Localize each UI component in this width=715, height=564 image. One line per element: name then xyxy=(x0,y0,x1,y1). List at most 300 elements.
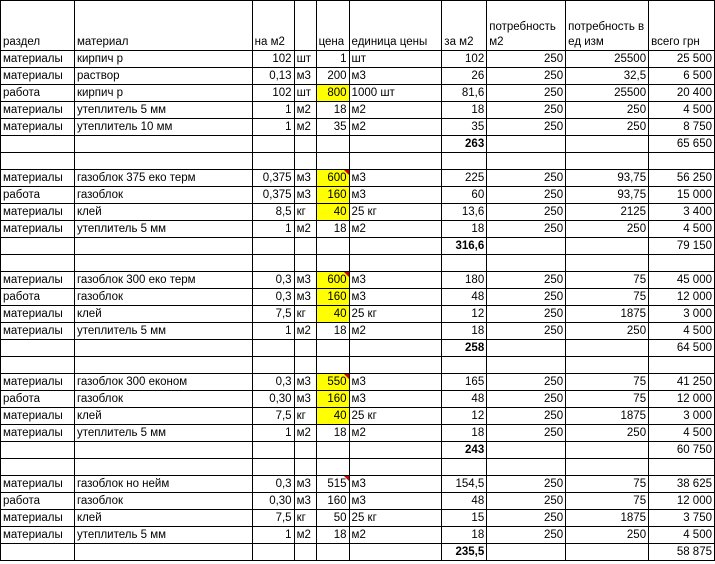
cell-section[interactable]: материалы xyxy=(1,306,75,323)
cell-unit[interactable]: м3 xyxy=(294,391,316,408)
header-cell-material[interactable]: материал xyxy=(74,1,252,51)
cell-material[interactable] xyxy=(74,544,252,561)
cell-need-units[interactable]: 75 xyxy=(566,289,649,306)
cell-per-m2[interactable] xyxy=(252,442,294,459)
cell-need-m2[interactable]: 250 xyxy=(487,510,566,527)
cell-need-m2[interactable]: 250 xyxy=(487,187,566,204)
header-cell-cost-per-m2[interactable]: за м2 xyxy=(442,1,487,51)
cell-section[interactable]: материалы xyxy=(1,476,75,493)
cell-per-m2[interactable] xyxy=(252,153,294,170)
cell-total[interactable] xyxy=(649,459,715,476)
cell-price-unit[interactable]: м2 xyxy=(349,119,442,136)
cell-cost-per-m2[interactable]: 12 xyxy=(442,306,487,323)
cell-cost-per-m2[interactable] xyxy=(442,255,487,272)
cell-need-m2[interactable]: 250 xyxy=(487,527,566,544)
cell-unit[interactable]: м2 xyxy=(294,119,316,136)
cell-need-units[interactable]: 250 xyxy=(566,102,649,119)
cell-cost-per-m2[interactable]: 154,5 xyxy=(442,476,487,493)
cell-cost-per-m2[interactable]: 60 xyxy=(442,187,487,204)
cell-need-units[interactable]: 250 xyxy=(566,425,649,442)
cell-cost-per-m2[interactable]: 12 xyxy=(442,408,487,425)
cell-unit[interactable]: м2 xyxy=(294,102,316,119)
cell-cost-per-m2[interactable]: 18 xyxy=(442,221,487,238)
cell-per-m2[interactable]: 0,3 xyxy=(252,476,294,493)
cell-unit[interactable]: м3 xyxy=(294,170,316,187)
cell-price-unit[interactable]: 25 кг xyxy=(349,408,442,425)
cell-price-unit[interactable]: м2 xyxy=(349,527,442,544)
cell-need-units[interactable]: 250 xyxy=(566,119,649,136)
cell-price[interactable] xyxy=(316,238,349,255)
cell-total[interactable]: 15 000 xyxy=(649,187,715,204)
cell-need-units[interactable]: 250 xyxy=(566,527,649,544)
cell-need-m2[interactable] xyxy=(487,459,566,476)
cell-total[interactable]: 60 750 xyxy=(649,442,715,459)
cell-per-m2[interactable]: 1 xyxy=(252,323,294,340)
cell-section[interactable]: материалы xyxy=(1,170,75,187)
cell-unit[interactable]: м2 xyxy=(294,527,316,544)
cell-material[interactable]: утеплитель 5 мм xyxy=(74,527,252,544)
cell-need-m2[interactable]: 250 xyxy=(487,85,566,102)
cell-per-m2[interactable]: 1 xyxy=(252,221,294,238)
cell-price-unit[interactable]: 25 кг xyxy=(349,204,442,221)
cell-price[interactable] xyxy=(316,442,349,459)
cell-cost-per-m2[interactable]: 18 xyxy=(442,102,487,119)
cell-price[interactable]: 600 xyxy=(316,272,349,289)
cell-price-unit[interactable]: м3 xyxy=(349,289,442,306)
cell-need-units[interactable]: 75 xyxy=(566,493,649,510)
cell-per-m2[interactable]: 7,5 xyxy=(252,510,294,527)
cell-material[interactable]: клей xyxy=(74,510,252,527)
cell-price[interactable]: 40 xyxy=(316,408,349,425)
cell-need-m2[interactable]: 250 xyxy=(487,68,566,85)
cell-material[interactable]: раствор xyxy=(74,68,252,85)
cell-material[interactable]: газоблок 300 еко терм xyxy=(74,272,252,289)
cell-total[interactable]: 56 250 xyxy=(649,170,715,187)
cell-per-m2[interactable]: 102 xyxy=(252,85,294,102)
cell-need-units[interactable]: 1875 xyxy=(566,510,649,527)
cell-price[interactable] xyxy=(316,340,349,357)
cell-total[interactable]: 25 500 xyxy=(649,51,715,68)
cell-material[interactable]: газоблок xyxy=(74,289,252,306)
cell-per-m2[interactable] xyxy=(252,238,294,255)
cell-price-unit[interactable]: м3 xyxy=(349,391,442,408)
cell-material[interactable] xyxy=(74,136,252,153)
cell-material[interactable]: утеплитель 10 мм xyxy=(74,119,252,136)
cell-need-units[interactable] xyxy=(566,459,649,476)
cell-cost-per-m2[interactable]: 48 xyxy=(442,493,487,510)
cell-price[interactable] xyxy=(316,153,349,170)
cell-need-m2[interactable]: 250 xyxy=(487,51,566,68)
cell-price-unit[interactable]: м2 xyxy=(349,425,442,442)
cell-price[interactable]: 800 xyxy=(316,85,349,102)
cell-need-units[interactable] xyxy=(566,442,649,459)
cell-total[interactable]: 58 875 xyxy=(649,544,715,561)
cell-cost-per-m2[interactable]: 263 xyxy=(442,136,487,153)
cell-total[interactable] xyxy=(649,357,715,374)
cell-per-m2[interactable]: 0,3 xyxy=(252,272,294,289)
cell-need-m2[interactable]: 250 xyxy=(487,102,566,119)
cell-need-m2[interactable] xyxy=(487,357,566,374)
cell-need-units[interactable]: 250 xyxy=(566,323,649,340)
cell-need-m2[interactable] xyxy=(487,238,566,255)
header-cell-per-m2[interactable]: на м2 xyxy=(252,1,294,51)
cell-section[interactable]: работа xyxy=(1,187,75,204)
cell-price-unit[interactable]: м3 xyxy=(349,170,442,187)
cell-price-unit[interactable]: м3 xyxy=(349,187,442,204)
cell-section[interactable]: материалы xyxy=(1,119,75,136)
cell-per-m2[interactable]: 7,5 xyxy=(252,408,294,425)
cell-cost-per-m2[interactable]: 180 xyxy=(442,272,487,289)
cell-total[interactable] xyxy=(649,153,715,170)
header-cell-price-unit[interactable]: единица цены xyxy=(349,1,442,51)
cell-material[interactable]: кирпич р xyxy=(74,51,252,68)
cell-cost-per-m2[interactable]: 165 xyxy=(442,374,487,391)
cell-section[interactable]: материалы xyxy=(1,204,75,221)
cell-material[interactable]: утеплитель 5 мм xyxy=(74,102,252,119)
cell-need-units[interactable]: 32,5 xyxy=(566,68,649,85)
cell-price[interactable]: 18 xyxy=(316,102,349,119)
cell-per-m2[interactable] xyxy=(252,340,294,357)
cell-need-m2[interactable]: 250 xyxy=(487,204,566,221)
cell-price-unit[interactable]: м2 xyxy=(349,221,442,238)
header-cell-total[interactable]: всего грн xyxy=(649,1,715,51)
cell-need-m2[interactable]: 250 xyxy=(487,476,566,493)
cell-section[interactable]: работа xyxy=(1,493,75,510)
cell-section[interactable] xyxy=(1,459,75,476)
cell-price-unit[interactable] xyxy=(349,357,442,374)
cell-material[interactable]: утеплитель 5 мм xyxy=(74,425,252,442)
cell-material[interactable] xyxy=(74,255,252,272)
cell-need-m2[interactable] xyxy=(487,255,566,272)
cell-per-m2[interactable]: 1 xyxy=(252,119,294,136)
cell-unit[interactable]: м2 xyxy=(294,221,316,238)
cell-price[interactable]: 515 xyxy=(316,476,349,493)
cell-per-m2[interactable]: 102 xyxy=(252,51,294,68)
cell-price-unit[interactable]: 1000 шт xyxy=(349,85,442,102)
cell-per-m2[interactable]: 7,5 xyxy=(252,306,294,323)
cell-unit[interactable]: шт xyxy=(294,51,316,68)
cell-per-m2[interactable]: 1 xyxy=(252,527,294,544)
cell-price[interactable]: 40 xyxy=(316,306,349,323)
cell-per-m2[interactable] xyxy=(252,459,294,476)
cell-total[interactable]: 3 000 xyxy=(649,306,715,323)
cell-total[interactable]: 3 750 xyxy=(649,510,715,527)
cell-total[interactable]: 65 650 xyxy=(649,136,715,153)
header-cell-need-units[interactable]: потребность в ед изм xyxy=(566,1,649,51)
cell-need-units[interactable] xyxy=(566,544,649,561)
cell-need-units[interactable]: 75 xyxy=(566,391,649,408)
cell-price[interactable]: 160 xyxy=(316,289,349,306)
cell-need-units[interactable] xyxy=(566,136,649,153)
cell-total[interactable]: 20 400 xyxy=(649,85,715,102)
cell-cost-per-m2[interactable]: 18 xyxy=(442,323,487,340)
cell-material[interactable] xyxy=(74,153,252,170)
cell-unit[interactable]: м2 xyxy=(294,323,316,340)
cell-section[interactable] xyxy=(1,357,75,374)
cell-material[interactable]: клей xyxy=(74,204,252,221)
cell-material[interactable]: утеплитель 5 мм xyxy=(74,323,252,340)
cell-need-m2[interactable]: 250 xyxy=(487,272,566,289)
cell-price-unit[interactable]: м2 xyxy=(349,323,442,340)
cell-need-units[interactable]: 75 xyxy=(566,476,649,493)
cell-need-units[interactable] xyxy=(566,357,649,374)
cell-section[interactable]: материалы xyxy=(1,68,75,85)
cell-material[interactable]: газоблок xyxy=(74,391,252,408)
cell-need-m2[interactable]: 250 xyxy=(487,289,566,306)
cell-need-units[interactable]: 75 xyxy=(566,272,649,289)
cell-total[interactable]: 3 000 xyxy=(649,408,715,425)
cell-total[interactable]: 8 750 xyxy=(649,119,715,136)
cell-cost-per-m2[interactable]: 18 xyxy=(442,425,487,442)
cell-material[interactable]: кирпич р xyxy=(74,85,252,102)
cell-need-units[interactable]: 1875 xyxy=(566,408,649,425)
cell-unit[interactable]: м2 xyxy=(294,425,316,442)
cell-per-m2[interactable]: 0,375 xyxy=(252,170,294,187)
cell-cost-per-m2[interactable]: 13,6 xyxy=(442,204,487,221)
cell-per-m2[interactable]: 0,3 xyxy=(252,374,294,391)
cell-section[interactable]: работа xyxy=(1,289,75,306)
cell-price[interactable]: 50 xyxy=(316,510,349,527)
cell-section[interactable] xyxy=(1,255,75,272)
cell-price[interactable] xyxy=(316,357,349,374)
cell-price[interactable]: 40 xyxy=(316,204,349,221)
cell-need-units[interactable] xyxy=(566,340,649,357)
header-cell-section[interactable]: раздел xyxy=(1,1,75,51)
cell-section[interactable]: материалы xyxy=(1,408,75,425)
cell-price-unit[interactable] xyxy=(349,136,442,153)
cell-cost-per-m2[interactable]: 243 xyxy=(442,442,487,459)
cell-section[interactable]: материалы xyxy=(1,527,75,544)
cell-unit[interactable] xyxy=(294,544,316,561)
cell-unit[interactable]: м3 xyxy=(294,493,316,510)
cell-unit[interactable]: м3 xyxy=(294,476,316,493)
cell-need-m2[interactable] xyxy=(487,544,566,561)
cell-unit[interactable] xyxy=(294,357,316,374)
cell-need-m2[interactable]: 250 xyxy=(487,493,566,510)
cell-price-unit[interactable] xyxy=(349,459,442,476)
cell-price-unit[interactable]: м3 xyxy=(349,493,442,510)
cell-unit[interactable] xyxy=(294,136,316,153)
cell-price[interactable]: 18 xyxy=(316,527,349,544)
cell-total[interactable]: 12 000 xyxy=(649,391,715,408)
cell-cost-per-m2[interactable]: 235,5 xyxy=(442,544,487,561)
cell-material[interactable] xyxy=(74,459,252,476)
cell-price-unit[interactable] xyxy=(349,544,442,561)
cell-section[interactable]: материалы xyxy=(1,102,75,119)
cell-cost-per-m2[interactable]: 15 xyxy=(442,510,487,527)
cell-price[interactable]: 200 xyxy=(316,68,349,85)
cell-need-m2[interactable]: 250 xyxy=(487,119,566,136)
cell-unit[interactable] xyxy=(294,153,316,170)
cell-material[interactable] xyxy=(74,442,252,459)
cell-section[interactable] xyxy=(1,153,75,170)
cell-price[interactable]: 160 xyxy=(316,391,349,408)
cell-need-m2[interactable]: 250 xyxy=(487,391,566,408)
cell-material[interactable]: газоблок 300 економ xyxy=(74,374,252,391)
cell-need-m2[interactable]: 250 xyxy=(487,408,566,425)
cell-need-m2[interactable]: 250 xyxy=(487,323,566,340)
cell-unit[interactable]: кг xyxy=(294,408,316,425)
cell-total[interactable]: 4 500 xyxy=(649,425,715,442)
cell-total[interactable]: 12 000 xyxy=(649,493,715,510)
cell-price[interactable]: 550 xyxy=(316,374,349,391)
cell-price[interactable] xyxy=(316,459,349,476)
cell-unit[interactable]: м3 xyxy=(294,374,316,391)
cell-cost-per-m2[interactable]: 102 xyxy=(442,51,487,68)
cell-price-unit[interactable] xyxy=(349,238,442,255)
cell-price[interactable] xyxy=(316,136,349,153)
cell-total[interactable]: 38 625 xyxy=(649,476,715,493)
cell-per-m2[interactable]: 0,3 xyxy=(252,289,294,306)
cell-material[interactable]: газоблок 375 еко терм xyxy=(74,170,252,187)
cell-need-units[interactable] xyxy=(566,153,649,170)
cell-need-units[interactable]: 25500 xyxy=(566,51,649,68)
cell-total[interactable]: 6 500 xyxy=(649,68,715,85)
cell-unit[interactable]: м3 xyxy=(294,187,316,204)
cell-need-m2[interactable] xyxy=(487,153,566,170)
cell-section[interactable]: материалы xyxy=(1,510,75,527)
cell-price-unit[interactable]: м3 xyxy=(349,68,442,85)
cell-material[interactable] xyxy=(74,357,252,374)
cell-section[interactable]: работа xyxy=(1,391,75,408)
cell-section[interactable] xyxy=(1,544,75,561)
cell-per-m2[interactable]: 1 xyxy=(252,102,294,119)
cell-price[interactable]: 1 xyxy=(316,51,349,68)
cell-total[interactable]: 3 400 xyxy=(649,204,715,221)
cell-price[interactable]: 18 xyxy=(316,425,349,442)
cell-per-m2[interactable]: 0,375 xyxy=(252,187,294,204)
cell-price-unit[interactable]: 25 кг xyxy=(349,306,442,323)
cell-price[interactable]: 160 xyxy=(316,187,349,204)
cell-price-unit[interactable]: шт xyxy=(349,51,442,68)
cell-price[interactable]: 600 xyxy=(316,170,349,187)
cell-need-m2[interactable]: 250 xyxy=(487,374,566,391)
cell-price-unit[interactable] xyxy=(349,255,442,272)
cell-need-units[interactable]: 93,75 xyxy=(566,187,649,204)
cell-unit[interactable] xyxy=(294,459,316,476)
cell-price-unit[interactable] xyxy=(349,153,442,170)
cell-price[interactable]: 18 xyxy=(316,221,349,238)
cell-material[interactable]: газоблок xyxy=(74,493,252,510)
cell-cost-per-m2[interactable]: 26 xyxy=(442,68,487,85)
cell-per-m2[interactable]: 0,30 xyxy=(252,493,294,510)
cell-price-unit[interactable] xyxy=(349,442,442,459)
cell-unit[interactable] xyxy=(294,442,316,459)
cell-price-unit[interactable]: м3 xyxy=(349,374,442,391)
cell-total[interactable]: 4 500 xyxy=(649,527,715,544)
cell-section[interactable]: материалы xyxy=(1,425,75,442)
cell-need-m2[interactable]: 250 xyxy=(487,306,566,323)
cell-unit[interactable] xyxy=(294,340,316,357)
cell-need-units[interactable]: 1875 xyxy=(566,306,649,323)
cell-section[interactable]: материалы xyxy=(1,323,75,340)
cell-section[interactable] xyxy=(1,238,75,255)
cell-per-m2[interactable] xyxy=(252,357,294,374)
cell-per-m2[interactable]: 8,5 xyxy=(252,204,294,221)
cell-price[interactable]: 160 xyxy=(316,493,349,510)
cell-cost-per-m2[interactable]: 18 xyxy=(442,527,487,544)
cell-per-m2[interactable]: 1 xyxy=(252,425,294,442)
cell-unit[interactable]: шт xyxy=(294,85,316,102)
cell-section[interactable]: материалы xyxy=(1,272,75,289)
cell-price[interactable]: 18 xyxy=(316,323,349,340)
header-cell-price[interactable]: цена xyxy=(316,1,349,51)
cell-total[interactable]: 45 000 xyxy=(649,272,715,289)
cell-material[interactable] xyxy=(74,340,252,357)
cell-price[interactable]: 35 xyxy=(316,119,349,136)
cell-unit[interactable]: кг xyxy=(294,306,316,323)
cell-total[interactable] xyxy=(649,255,715,272)
cell-price-unit[interactable]: 25 кг xyxy=(349,510,442,527)
cell-cost-per-m2[interactable]: 48 xyxy=(442,289,487,306)
cell-need-units[interactable]: 250 xyxy=(566,221,649,238)
cell-per-m2[interactable]: 0,13 xyxy=(252,68,294,85)
cell-price[interactable] xyxy=(316,255,349,272)
cell-cost-per-m2[interactable] xyxy=(442,357,487,374)
cell-total[interactable]: 4 500 xyxy=(649,323,715,340)
cell-unit[interactable]: кг xyxy=(294,510,316,527)
cell-need-units[interactable]: 93,75 xyxy=(566,170,649,187)
cell-need-units[interactable] xyxy=(566,238,649,255)
cell-need-units[interactable]: 25500 xyxy=(566,85,649,102)
cell-material[interactable]: клей xyxy=(74,306,252,323)
cell-need-units[interactable] xyxy=(566,255,649,272)
cell-cost-per-m2[interactable] xyxy=(442,459,487,476)
header-cell-need-m2[interactable]: потребность м2 xyxy=(487,1,566,51)
cell-price[interactable] xyxy=(316,544,349,561)
cell-need-units[interactable]: 2125 xyxy=(566,204,649,221)
cell-need-m2[interactable] xyxy=(487,136,566,153)
cell-cost-per-m2[interactable]: 316,6 xyxy=(442,238,487,255)
cell-total[interactable]: 4 500 xyxy=(649,221,715,238)
cell-material[interactable]: газоблок xyxy=(74,187,252,204)
cell-material[interactable] xyxy=(74,238,252,255)
cell-section[interactable] xyxy=(1,136,75,153)
cell-unit[interactable]: м3 xyxy=(294,68,316,85)
cell-total[interactable]: 41 250 xyxy=(649,374,715,391)
cell-cost-per-m2[interactable]: 258 xyxy=(442,340,487,357)
cell-section[interactable]: материалы xyxy=(1,51,75,68)
cell-cost-per-m2[interactable] xyxy=(442,153,487,170)
cell-section[interactable] xyxy=(1,340,75,357)
cell-unit[interactable] xyxy=(294,238,316,255)
cell-section[interactable]: работа xyxy=(1,85,75,102)
cell-section[interactable]: материалы xyxy=(1,221,75,238)
cell-price-unit[interactable]: м3 xyxy=(349,272,442,289)
cell-total[interactable]: 12 000 xyxy=(649,289,715,306)
cell-section[interactable]: материалы xyxy=(1,374,75,391)
cell-per-m2[interactable] xyxy=(252,136,294,153)
cell-price-unit[interactable]: м2 xyxy=(349,102,442,119)
cell-need-units[interactable]: 75 xyxy=(566,374,649,391)
cell-need-m2[interactable] xyxy=(487,442,566,459)
cell-cost-per-m2[interactable]: 81,6 xyxy=(442,85,487,102)
cell-total[interactable]: 4 500 xyxy=(649,102,715,119)
cell-cost-per-m2[interactable]: 48 xyxy=(442,391,487,408)
cell-material[interactable]: клей xyxy=(74,408,252,425)
cell-unit[interactable]: м3 xyxy=(294,289,316,306)
cell-need-m2[interactable]: 250 xyxy=(487,170,566,187)
cell-cost-per-m2[interactable]: 35 xyxy=(442,119,487,136)
cell-cost-per-m2[interactable]: 225 xyxy=(442,170,487,187)
cell-per-m2[interactable]: 0,30 xyxy=(252,391,294,408)
cell-material[interactable]: газоблок но нейм xyxy=(74,476,252,493)
cell-total[interactable]: 79 150 xyxy=(649,238,715,255)
cell-need-m2[interactable]: 250 xyxy=(487,221,566,238)
cell-per-m2[interactable] xyxy=(252,255,294,272)
header-cell-unit[interactable] xyxy=(294,1,316,51)
cell-unit[interactable] xyxy=(294,255,316,272)
